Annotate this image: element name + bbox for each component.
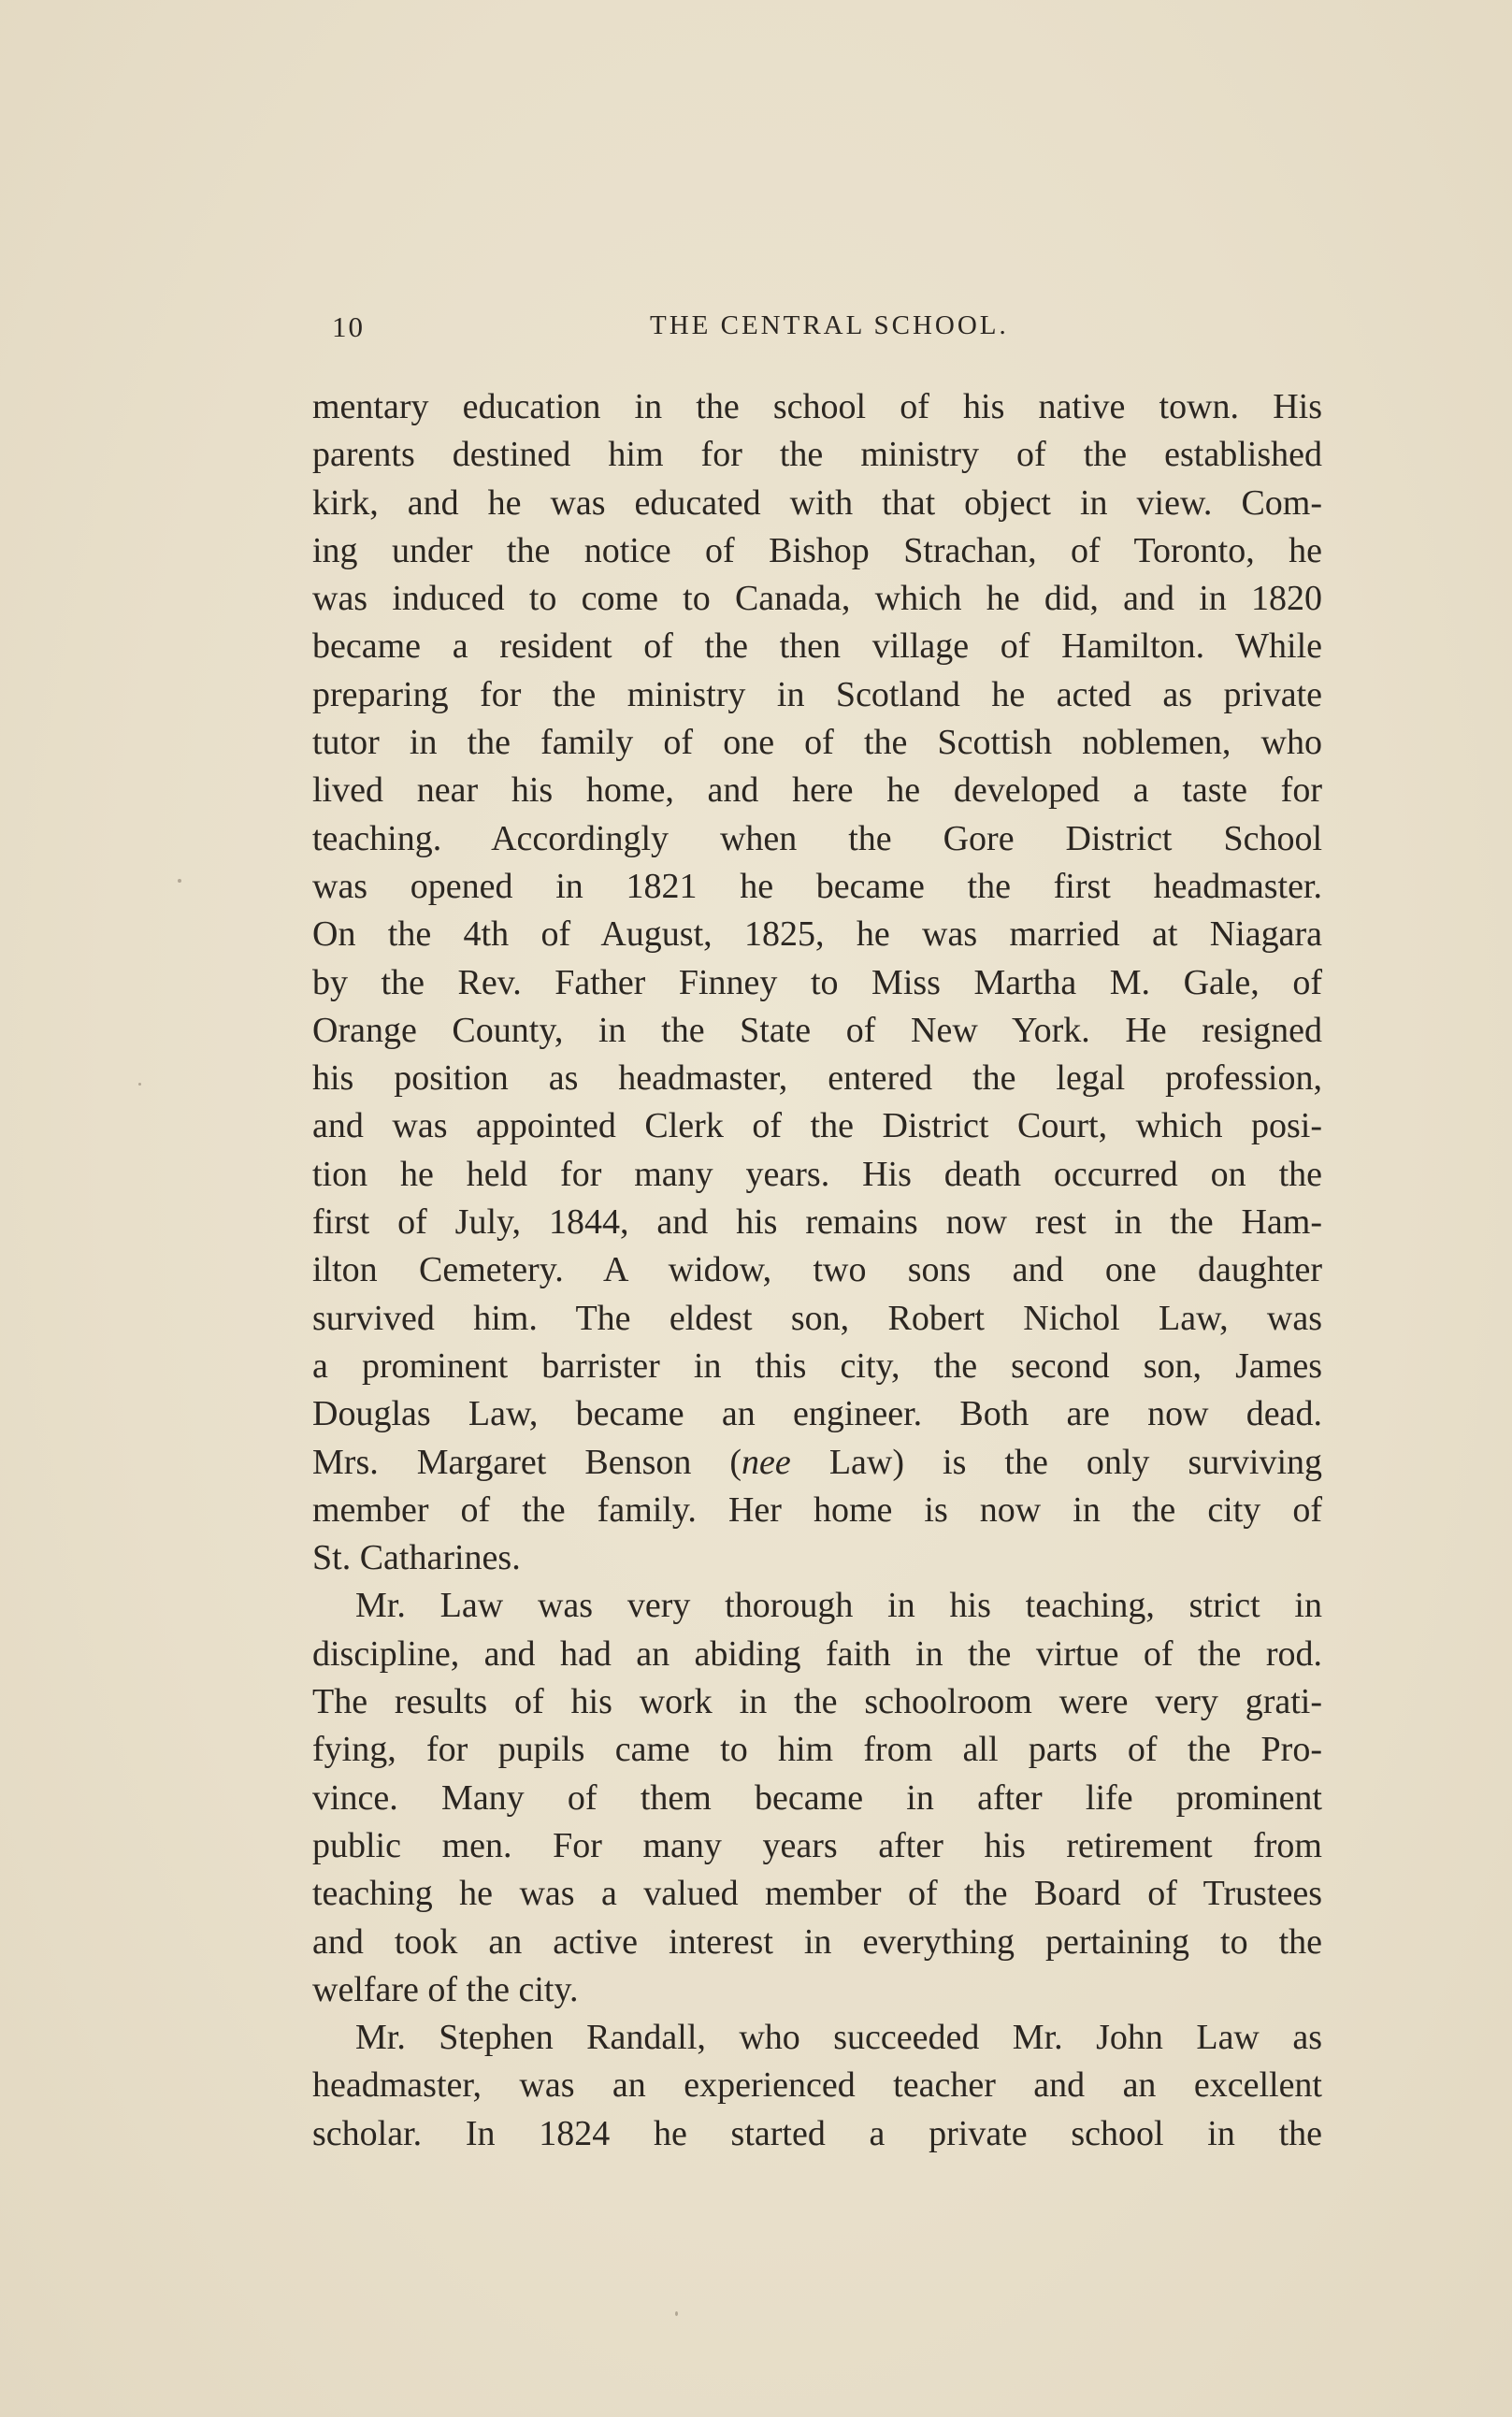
paragraph [312,2014,1322,2158]
text-line: first of July, 1844, and his remains now rest in the Ham- [312,1202,1322,1243]
text-line: public men. For many years after his retirement from [312,1825,1322,1865]
text-line: teaching he was a valued member of the Board of Trustees [312,1874,1322,1914]
text-line: became a resident of the then village of Hamilton. While [312,626,1322,667]
text-line: and was appointed Clerk of the District Court, which posi- [312,1106,1322,1146]
text-line: fying, for pupils came to him from all parts of the Pro- [312,1730,1322,1770]
running-title: THE CENTRAL SCHOOL. [650,310,1009,340]
text-fragment: Mrs. Margaret Benson ( [312,1442,742,1482]
text-line: and took an active interest in everything pertaining to the [312,1921,1322,1962]
text-line: ilton Cemetery. A widow, two sons and one daughter [312,1250,1322,1290]
text-line: teaching. Accordingly when the Gore District School [312,818,1322,858]
text-line: tutor in the family of one of the Scottish noblemen, who [312,723,1322,763]
text-line: survived him. The eldest son, Robert Nichol Law, was [312,1298,1322,1338]
italic-word: nee [742,1442,791,1482]
text-line: preparing for the ministry in Scotland he acted as private [312,674,1322,714]
text-line: by the Rev. Father Finney to Miss Martha M. Gale, of [312,962,1322,1002]
running-head [332,310,1323,348]
text-line: welfare of the city. [312,1969,579,2009]
text-line: Orange County, in the State of New York. He resigned [312,1010,1322,1050]
text-line: discipline, and had an abiding faith in the virtue of the rod. [312,1633,1322,1674]
text-line: The results of his work in the schoolroom were very grati- [312,1682,1322,1722]
text-line: vince. Many of them became in after life prominent [312,1777,1322,1818]
paper-speck [138,1083,141,1086]
text-line: mentary education in the school of his native town. His [312,387,1322,426]
page-number: 10 [332,310,365,343]
text-line: scholar. In 1824 he started a private school in the [312,2113,1322,2153]
paper-speck [675,2311,678,2316]
text-line: Douglas Law, became an engineer. Both are now dead. [312,1394,1322,1434]
text-line: Mr. Law was very thorough in his teaching, strict in [355,1586,1322,1626]
text-line-with-italic [312,1439,1322,1487]
paragraph [312,383,1322,1582]
text-line: St. Catharines. [312,1538,521,1578]
text-line: was opened in 1821 he became the first headmaster. [312,866,1322,906]
text-line: lived near his home, and here he developed a taste for [312,770,1322,811]
body-text [312,383,1322,2158]
text-line: parents destined him for the ministry of the established [312,435,1322,475]
text-line: member of the family. Her home is now in the city of [312,1489,1322,1530]
text-line: kirk, and he was educated with that object in view. Com- [312,482,1322,523]
text-line: his position as headmaster, entered the legal profession, [312,1058,1322,1099]
text-line: Mr. Stephen Randall, who succeeded Mr. John Law as [355,2018,1322,2058]
paragraph [312,1582,1322,2014]
paper-speck [178,879,181,883]
text-line: tion he held for many years. His death occurred on the [312,1154,1322,1194]
text-line: was induced to come to Canada, which he did, and in 1820 [312,579,1322,619]
text-line: ing under the notice of Bishop Strachan, of Toronto, he [312,530,1322,570]
text-line: On the 4th of August, 1825, he was married at Niagara [312,914,1322,955]
text-line: a prominent barrister in this city, the second son, James [312,1345,1322,1386]
text-line: headmaster, was an experienced teacher and an excellent [312,2065,1322,2106]
text-fragment: Law) is the only surviving [790,1442,1322,1482]
